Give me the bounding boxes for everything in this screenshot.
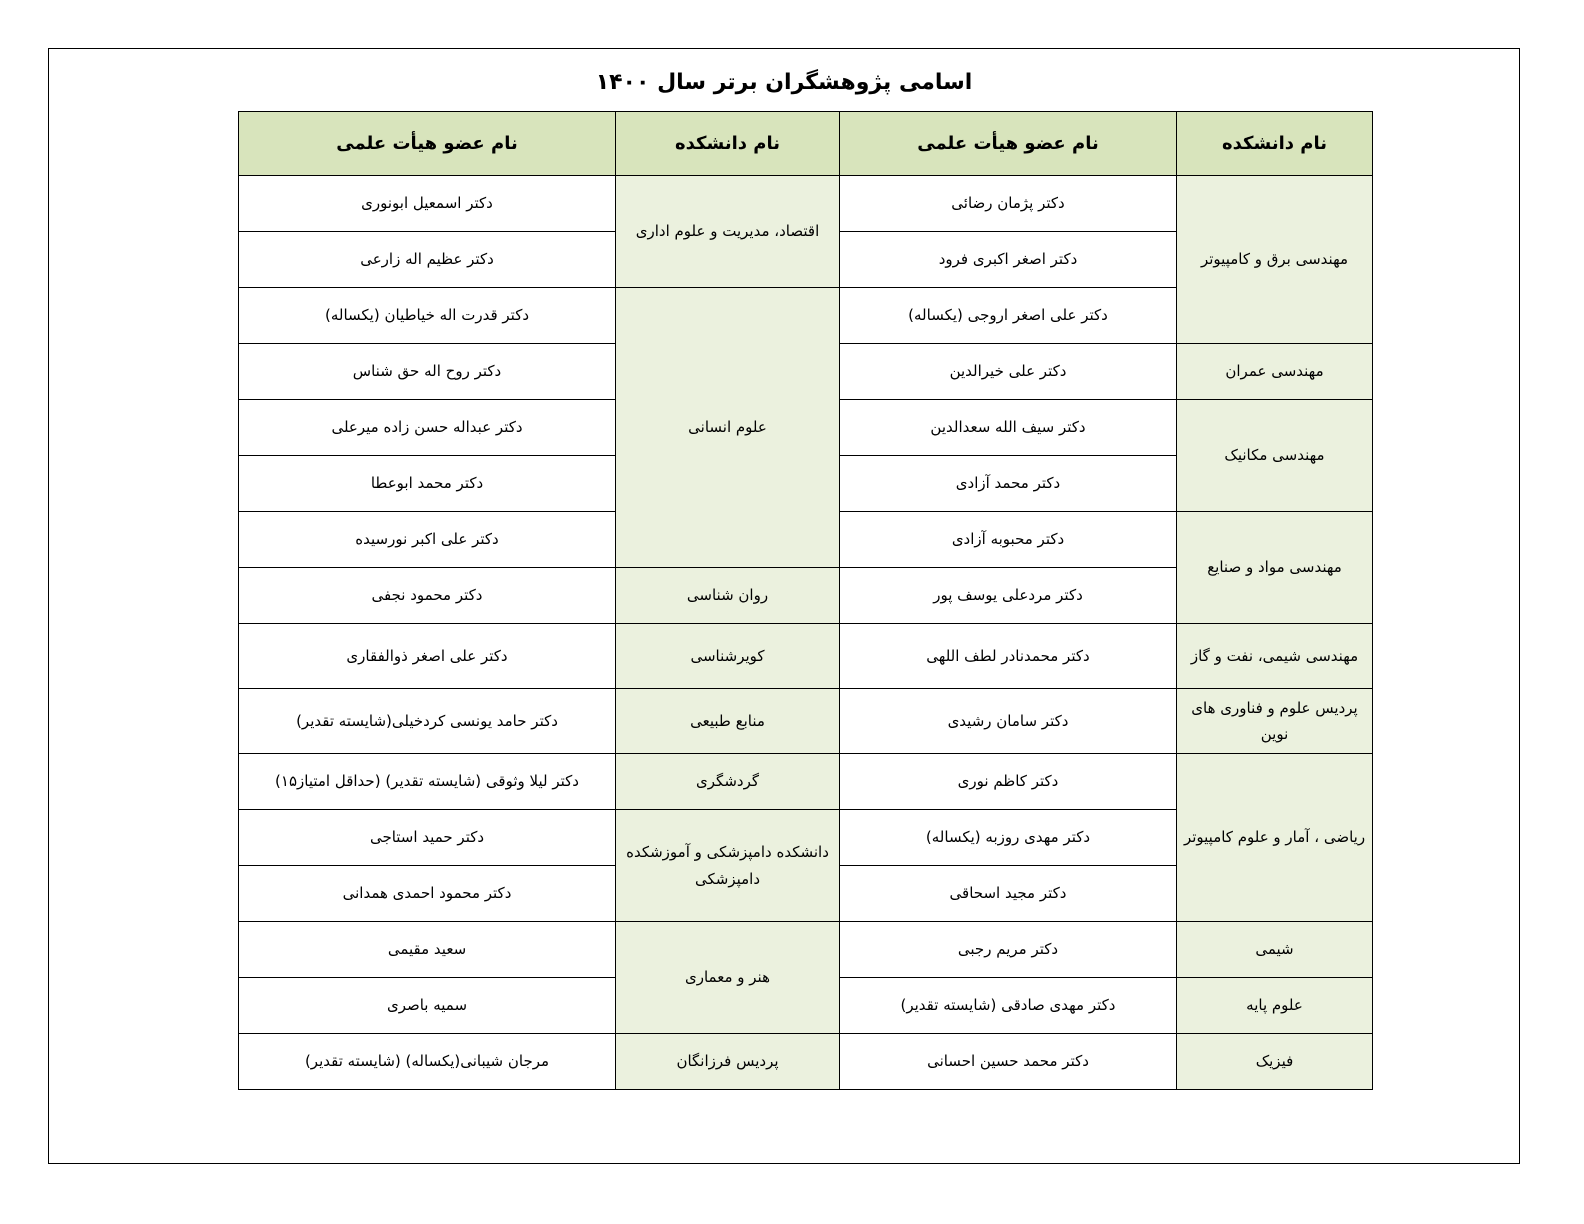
- member-cell: دکتر سامان رشیدی: [840, 689, 1177, 754]
- member-cell: دکتر محمود نجفی: [239, 568, 616, 624]
- table-row: [239, 176, 1373, 232]
- member-cell: دکتر کاظم نوری: [840, 754, 1177, 810]
- member-cell: دکتر لیلا وثوقی (شایسته تقدیر) (حداقل امتیاز۱۵): [239, 754, 616, 810]
- faculty-cell: دانشکده دامپزشکی و آموزشکده دامپزشکی: [616, 810, 840, 922]
- member-cell: دکتر اسمعیل ابونوری: [239, 176, 616, 232]
- member-cell: دکتر مردعلی یوسف پور: [840, 568, 1177, 624]
- faculty-cell: فیزیک: [1177, 1034, 1373, 1090]
- faculty-cell: منابع طبیعی: [616, 689, 840, 754]
- header-member-left: نام عضو هیأت علمی: [239, 112, 616, 176]
- member-cell: مرجان شیبانی(یکساله) (شایسته تقدیر): [239, 1034, 616, 1090]
- member-cell: سعید مقیمی: [239, 922, 616, 978]
- table-row: [239, 754, 1373, 810]
- table-row: [239, 624, 1373, 689]
- member-cell: دکتر علی خیرالدین: [840, 344, 1177, 400]
- member-cell: دکتر مریم رجبی: [840, 922, 1177, 978]
- member-cell: دکتر محمد ابوعطا: [239, 456, 616, 512]
- faculty-cell: علوم پایه: [1177, 978, 1373, 1034]
- member-cell: دکتر محمود احمدی همدانی: [239, 866, 616, 922]
- member-cell: دکتر محمد آزادی: [840, 456, 1177, 512]
- member-cell: سمیه باصری: [239, 978, 616, 1034]
- faculty-cell: اقتصاد، مدیریت و علوم اداری: [616, 176, 840, 288]
- member-cell: دکتر پژمان رضائی: [840, 176, 1177, 232]
- header-member-right: نام عضو هیأت علمی: [840, 112, 1177, 176]
- member-cell: دکتر علی اصغر اروجی (یکساله): [840, 288, 1177, 344]
- member-cell: دکتر مجید اسحاقی: [840, 866, 1177, 922]
- table-row: [239, 689, 1373, 754]
- researchers-table: [238, 111, 1373, 1090]
- member-cell: دکتر قدرت اله خیاطیان (یکساله): [239, 288, 616, 344]
- header-faculty-right: نام دانشکده: [1177, 112, 1373, 176]
- member-cell: دکتر حمید استاجی: [239, 810, 616, 866]
- faculty-cell: روان شناسی: [616, 568, 840, 624]
- header-row: [239, 112, 1373, 176]
- faculty-cell: مهندسی عمران: [1177, 344, 1373, 400]
- faculty-cell: مهندسی مواد و صنایع: [1177, 512, 1373, 624]
- member-cell: دکتر محمدنادر لطف اللهی: [840, 624, 1177, 689]
- member-cell: دکتر عبداله حسن زاده میرعلی: [239, 400, 616, 456]
- member-cell: دکتر مهدی صادقی (شایسته تقدیر): [840, 978, 1177, 1034]
- faculty-cell: کویرشناسی: [616, 624, 840, 689]
- faculty-cell: علوم انسانی: [616, 288, 840, 568]
- faculty-cell: پردیس علوم و فناوری های نوین: [1177, 689, 1373, 754]
- faculty-cell: پردیس فرزانگان: [616, 1034, 840, 1090]
- member-cell: دکتر عظیم اله زارعی: [239, 232, 616, 288]
- faculty-cell: گردشگری: [616, 754, 840, 810]
- faculty-cell: مهندسی مکانیک: [1177, 400, 1373, 512]
- table-row: [239, 922, 1373, 978]
- table-row: [239, 1034, 1373, 1090]
- member-cell: دکتر اصغر اکبری فرود: [840, 232, 1177, 288]
- member-cell: دکتر مهدی روزبه (یکساله): [840, 810, 1177, 866]
- page-title: اسامی پژوهشگران برتر سال ۱۴۰۰: [595, 70, 973, 95]
- header-faculty-left: نام دانشکده: [616, 112, 840, 176]
- member-cell: دکتر حامد یونسی کردخیلی(شایسته تقدیر): [239, 689, 616, 754]
- member-cell: دکتر محمد حسین احسانی: [840, 1034, 1177, 1090]
- member-cell: دکتر روح اله حق شناس: [239, 344, 616, 400]
- member-cell: دکتر علی اصغر ذوالفقاری: [239, 624, 616, 689]
- faculty-cell: ریاضی ، آمار و علوم کامپیوتر: [1177, 754, 1373, 922]
- member-cell: دکتر محبوبه آزادی: [840, 512, 1177, 568]
- member-cell: دکتر علی اکبر نورسیده: [239, 512, 616, 568]
- faculty-cell: هنر و معماری: [616, 922, 840, 1034]
- member-cell: دکتر سیف الله سعدالدین: [840, 400, 1177, 456]
- faculty-cell: مهندسی شیمی، نفت و گاز: [1177, 624, 1373, 689]
- faculty-cell: مهندسی برق و کامپیوتر: [1177, 176, 1373, 344]
- faculty-cell: شیمی: [1177, 922, 1373, 978]
